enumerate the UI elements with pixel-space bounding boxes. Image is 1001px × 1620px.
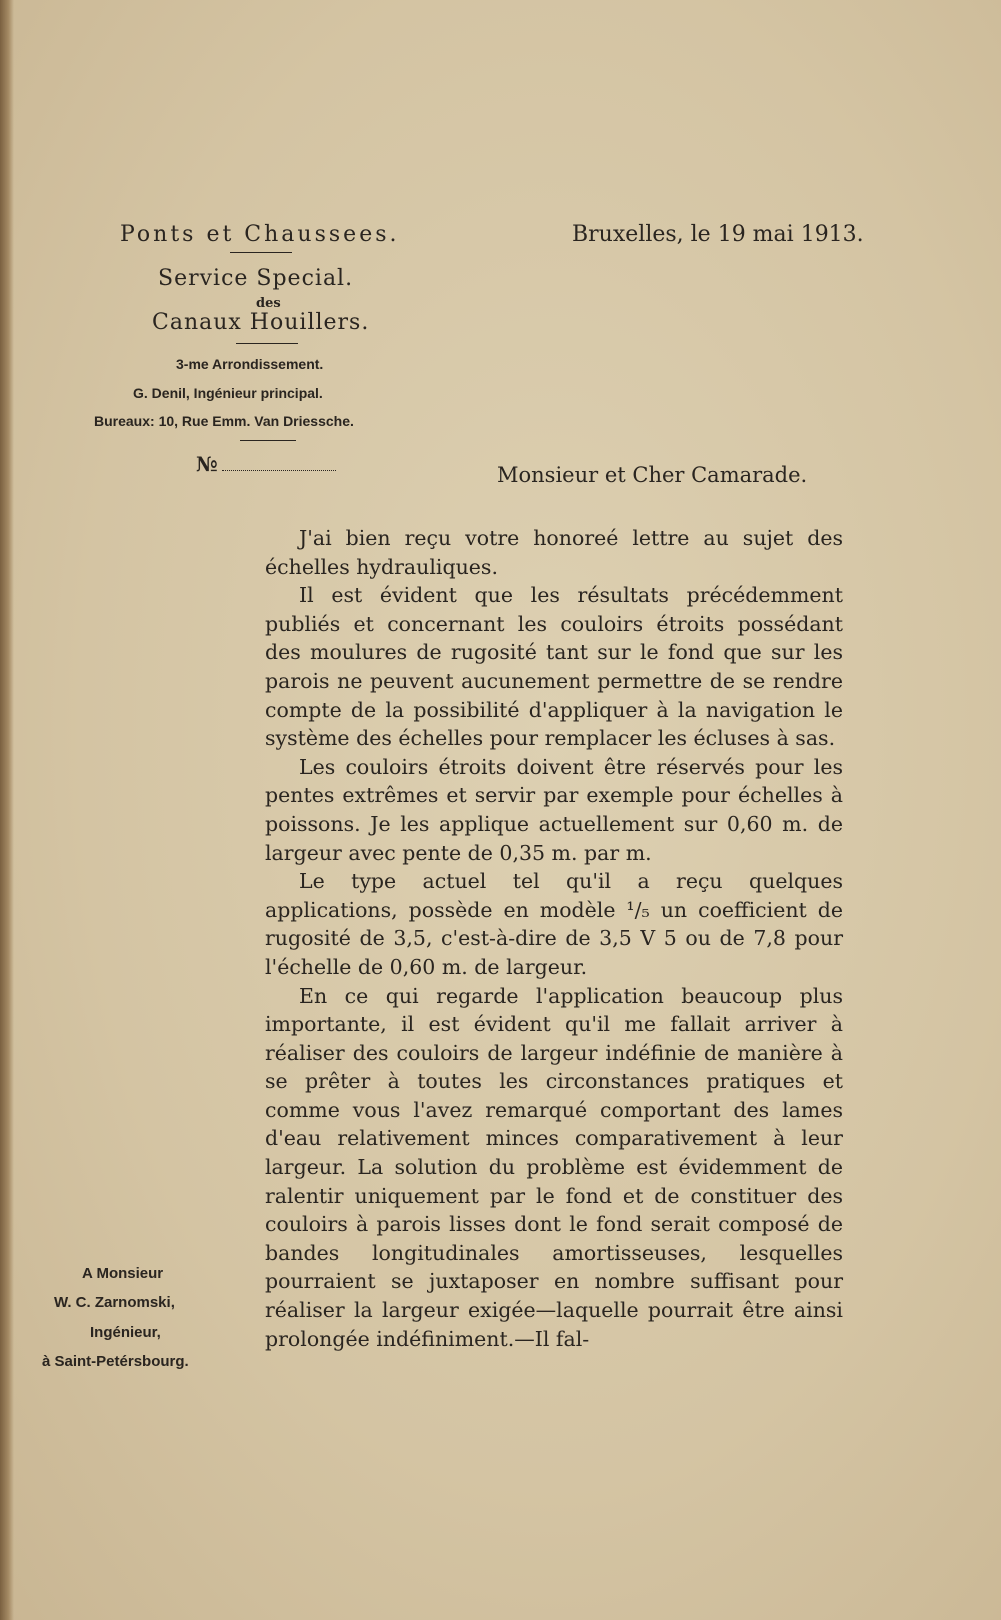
- canaux-heading: Canaux Houillers.: [152, 310, 370, 335]
- arrondissement: 3-me Arrondissement.: [176, 356, 324, 372]
- paragraph: J'ai bien reçu votre honoreé lettre au sujet des échelles hydrauliques.: [265, 526, 843, 579]
- divider: [230, 252, 292, 253]
- place-date: Bruxelles, le 19 mai 1913.: [572, 222, 864, 247]
- engineer-line: G. Denil, Ingénieur principal.: [133, 385, 323, 401]
- salutation: Monsieur et Cher Camarade.: [497, 463, 808, 487]
- service-heading: Service Special.: [158, 266, 354, 291]
- paragraph: Les couloirs étroits doivent être réservés pour les pentes extrêmes et servir par exemple pour échelles à poissons. Je les applique actuellement sur 0,60 m. de largeur avec pente de 0,35 m. par m.: [265, 754, 843, 865]
- org-heading: Ponts et Chaussees.: [120, 222, 400, 247]
- divider: [240, 440, 296, 441]
- paragraph: En ce qui regarde l'application beaucoup plus importante, il est évident qu'il me fallait arriver à réaliser des couloirs de largeur indéfinie de manière à se prêter à toutes les circonstances pratiques et comme vous l'avez remarqué comportant des lames d'eau relativement minces comparativement à leur largeur. La solution du problème est évidemment de ralentir uniquement par le fond et de constituer des couloirs à parois lisses dont le fond serait composé de bandes longitudinales amortisseuses, lesquelles pourraient se juxtaposer en nombre suffisant pour réaliser la largeur exigée—laquelle pourrait être ainsi prolongée indéfiniment.—Il fal-: [265, 983, 843, 1351]
- divider: [236, 343, 298, 344]
- number-dotted-line: [222, 470, 336, 471]
- recipient-city: à Saint-Petérsbourg.: [42, 1353, 189, 1370]
- number-label: №: [196, 452, 218, 476]
- recipient-name: W. C. Zarnomski,: [54, 1294, 175, 1311]
- letter-body: [265, 524, 843, 1353]
- paragraph: Il est évident que les résultats précédemment publiés et concernant les couloirs étroits possédant des moulures de rugosité tant sur le fond que sur les parois ne peuvent aucunement permettre de se rendre compte de la possibilité d'appliquer à la navigation le système des échelles pour remplacer les écluses à sas.: [265, 583, 843, 751]
- recipient-line: A Monsieur: [82, 1265, 164, 1282]
- recipient-title: Ingénieur,: [90, 1324, 161, 1341]
- des-label: des: [256, 296, 281, 311]
- bureaux-line: Bureaux: 10, Rue Emm. Van Driessche.: [94, 413, 354, 429]
- book-spine-edge: [0, 0, 14, 1620]
- paragraph: Le type actuel tel qu'il a reçu quelques applications, possède en modèle ¹/₅ un coefficient de rugosité de 3,5, c'est-à-dire de 3,5 V 5 ou de 7,8 pour l'échelle de 0,60 m. de largeur.: [265, 869, 843, 979]
